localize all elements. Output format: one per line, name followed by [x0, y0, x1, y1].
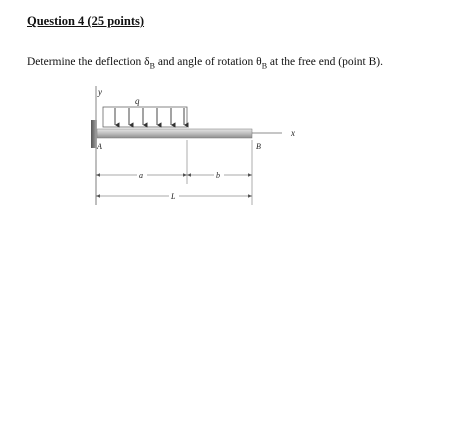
prompt-text-3: at the free end (point B).: [267, 56, 383, 68]
dim-arrow-b-right: [248, 173, 252, 177]
point-b-label: B: [256, 142, 261, 151]
dim-b-label: b: [216, 171, 220, 180]
point-a-label: A: [97, 142, 102, 151]
beam: [97, 129, 252, 138]
dim-a-label: a: [139, 171, 143, 180]
y-axis-label: y: [98, 87, 102, 97]
load-label: q: [135, 96, 140, 106]
dim-arrow-a-right: [183, 173, 187, 177]
prompt-text-2: and angle of rotation θ: [154, 56, 262, 68]
x-axis-label: x: [291, 128, 295, 138]
subscript-b-1: B: [149, 61, 155, 71]
dim-arrow-a-left: [96, 173, 100, 177]
question-title: Question 4 (25 points): [27, 14, 145, 28]
distributed-load-outline: [103, 107, 187, 127]
prompt-text-1: Determine the deflection δ: [27, 56, 150, 68]
dim-arrow-b-left: [187, 173, 191, 177]
dim-arrow-l-left: [96, 194, 100, 198]
dim-l-label: L: [171, 192, 176, 201]
subscript-b-2: B: [261, 61, 268, 71]
dim-arrow-l-right: [248, 194, 252, 198]
distributed-load-arrows: [115, 108, 184, 125]
